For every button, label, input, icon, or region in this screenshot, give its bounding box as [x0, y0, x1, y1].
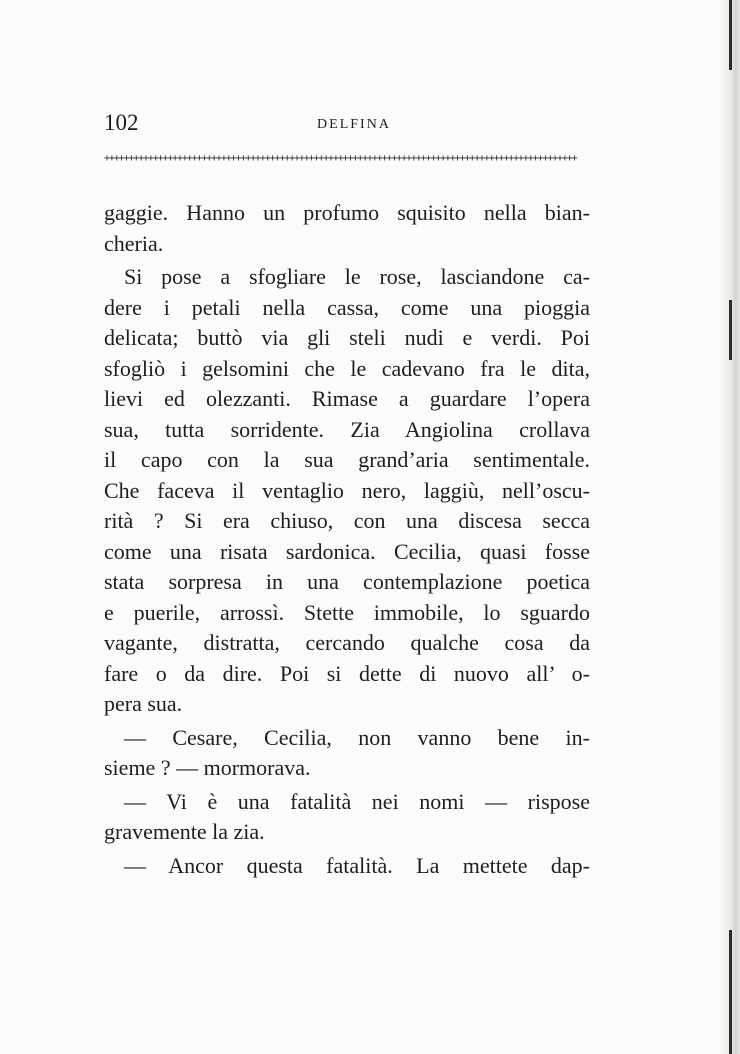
text-line: — Ancor questa fatalità. La mettete dap- — [124, 852, 590, 878]
paragraph — [104, 198, 590, 259]
paragraph — [104, 723, 590, 784]
text-line: gravemente la zia. — [104, 819, 265, 844]
text-line: pera sua. — [104, 691, 183, 716]
paragraph — [104, 262, 590, 720]
text-line: come una risata sardonica. Cecilia, quasi fosse — [104, 538, 590, 564]
text-line: Si pose a sfogliare le rose, lasciandone ca- — [124, 264, 590, 289]
body-text — [104, 198, 590, 881]
text-line: rità ? Si era chiuso, con una discesa secca — [104, 508, 590, 533]
text-line: fare o da dire. Poi si dette di nuovo all’ o- — [104, 660, 590, 686]
paragraph — [104, 851, 590, 882]
text-line: — Vi è una fatalità nei nomi — rispose — [124, 788, 590, 814]
text-line: sieme ? — mormorava. — [104, 755, 311, 780]
text-line: vagante, distratta, cercando qualche cosa da — [104, 630, 590, 655]
running-title: DELFINA — [317, 117, 391, 132]
text-line: — Cesare, Cecilia, non vanno bene in- — [124, 724, 590, 750]
ornamental-rule: +++++++++++++++++++++++++++++++++++++++++++++++++++++++++++++++++++++++++++++++++++++++++++++++++ — [104, 153, 577, 164]
text-line: Che faceva il ventaglio nero, laggiù, nell’oscu- — [104, 477, 590, 503]
text-line: stata sorpresa in una contemplazione poetica — [104, 569, 590, 594]
page-number: 102 — [104, 110, 139, 135]
text-line: sfogliò i gelsomini che le cadevano fra le dita, — [104, 355, 590, 381]
text-line: delicata; buttò via gli steli nudi e verdi. Poi — [104, 325, 590, 350]
text-line: gaggie. Hanno un profumo squisito nella bian- — [104, 200, 590, 225]
page-edge-shadow — [718, 0, 740, 1054]
text-line: cheria. — [104, 230, 164, 256]
text-line: lievi ed olezzanti. Rimase a guardare l’opera — [104, 386, 590, 411]
paragraph — [104, 787, 590, 848]
page-header — [104, 108, 590, 138]
page-edge-line — [729, 0, 732, 70]
text-line: sua, tutta sorridente. Zia Angiolina crollava — [104, 416, 590, 442]
page-edge-line — [729, 930, 732, 1054]
text-line: e puerile, arrossì. Stette immobile, lo sguardo — [104, 599, 590, 625]
text-line: dere i petali nella cassa, come una pioggia — [104, 294, 590, 320]
page-edge-line — [729, 300, 732, 360]
text-line: il capo con la sua grand’aria sentimentale. — [104, 447, 590, 472]
